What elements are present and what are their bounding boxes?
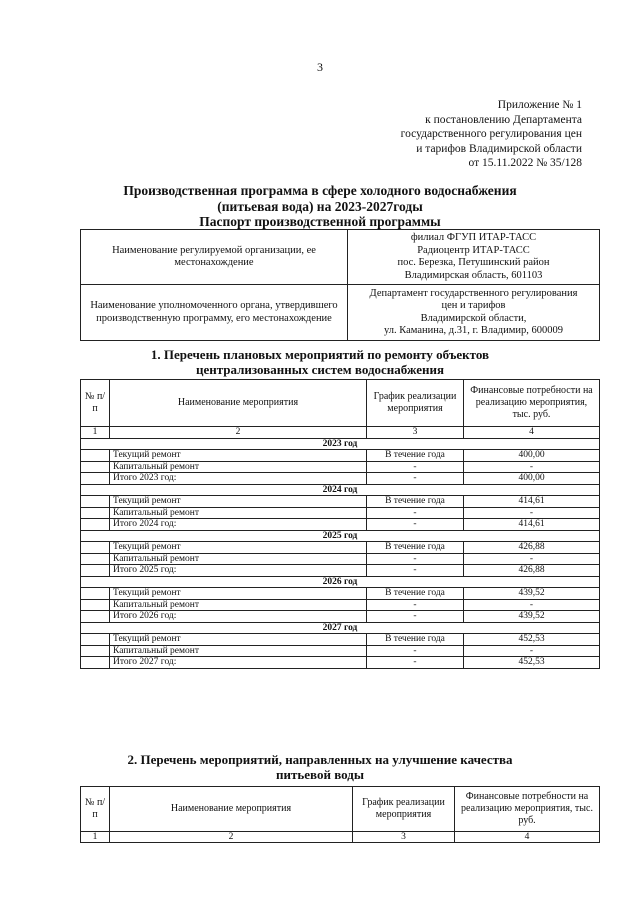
table-row [81,611,600,623]
appendix-block [401,98,582,171]
row-number-cell [81,634,110,646]
value-line: цен и тарифов [441,300,506,311]
table-row [81,588,600,600]
row-number-cell [81,645,110,657]
table-row [81,542,600,554]
quality-table [80,786,600,843]
col-header: Финансовые потребности на реализацию мероприятия, тыс. руб. [464,380,600,427]
schedule-cell: - [367,507,464,519]
schedule-cell: В течение года [367,496,464,508]
row-number-cell [81,542,110,554]
activity-name: Итого 2026 год: [110,611,367,623]
table-row [81,461,600,473]
row-number-cell [81,611,110,623]
amount-cell: 426,88 [464,565,600,577]
amount-cell: 400,00 [464,450,600,462]
table-row [81,553,600,565]
schedule-cell: В течение года [367,588,464,600]
amount-cell: 439,52 [464,588,600,600]
activity-name: Итого 2025 год: [110,565,367,577]
table-row [81,496,600,508]
amount-cell: 400,00 [464,473,600,485]
table-row [81,519,600,531]
schedule-cell: - [367,645,464,657]
col-number: 3 [367,427,464,439]
activity-name: Итого 2027 год: [110,657,367,669]
row-number-cell [81,461,110,473]
repair-table [80,379,600,669]
section-title-line: питьевой воды [276,767,364,782]
table-row [81,473,600,485]
page-number: 3 [317,60,323,74]
schedule-cell: В течение года [367,450,464,462]
amount-cell: - [464,599,600,611]
amount-cell: 426,88 [464,542,600,554]
col-header: График реализации мероприятия [353,787,455,832]
schedule-cell: - [367,461,464,473]
row-number-cell [81,599,110,611]
col-header: График реализации мероприятия [367,380,464,427]
value-line: ул. Каманина, д.31, г. Владимир, 600009 [383,325,564,336]
col-header: Наименование мероприятия [110,787,353,832]
amount-cell: - [464,507,600,519]
activity-name: Текущий ремонт [110,588,367,600]
col-number: 1 [81,832,110,843]
activity-name: Текущий ремонт [110,496,367,508]
schedule-cell: - [367,553,464,565]
col-number: 1 [81,427,110,439]
activity-name: Текущий ремонт [110,450,367,462]
value-line: Владимирская область, 601103 [404,269,543,281]
year-header: 2025 год [81,530,600,542]
col-number: 3 [353,832,455,843]
row-number-cell [81,507,110,519]
passport-label: Наименование уполномоченного органа, утвердившего производственную программу, его местонахождение [81,285,348,341]
section-title-line: централизованных систем водоснабжения [195,362,445,377]
row-number-cell [81,553,110,565]
row-number-cell [81,496,110,508]
col-header: Финансовые потребности на реализацию мероприятия, тыс. руб. [455,787,600,832]
activity-name: Текущий ремонт [110,542,367,554]
section-title-line: 2. Перечень мероприятий, направленных на улучшение качества [127,752,513,767]
section-title-line: 1. Перечень плановых мероприятий по ремонту объектов [150,347,490,362]
appendix-line: от 15.11.2022 № 35/128 [468,157,582,169]
title-line: Производственная программа в сфере холодного водоснабжения [123,183,517,198]
title-line: (питьевая вода) на 2023-2027годы [217,198,423,214]
activity-name: Капитальный ремонт [110,461,367,473]
appendix-line: и тарифов Владимирской области [416,142,582,155]
appendix-line: государственного регулирования цен [400,128,582,140]
table-row [81,450,600,462]
schedule-cell: В течение года [367,634,464,646]
amount-cell: - [464,461,600,473]
table-row [81,645,600,657]
value-line: Департамент государственного регулирования [369,287,578,299]
appendix-line: к постановлению Департамента [425,113,582,126]
schedule-cell: - [367,519,464,531]
section1-title [0,347,640,377]
row-number-cell [81,473,110,485]
schedule-cell: В течение года [367,542,464,554]
document-title [0,183,640,230]
value-line: пос. Березка, Петушинский район [397,257,550,268]
row-number-cell [81,450,110,462]
row-number-cell [81,519,110,531]
amount-cell: 452,53 [464,634,600,646]
year-header: 2027 год [81,622,600,634]
table-row [81,634,600,646]
table-row [81,507,600,519]
appendix-line: Приложение № 1 [497,99,582,111]
activity-name: Капитальный ремонт [110,553,367,565]
activity-name: Капитальный ремонт [110,507,367,519]
col-number: 4 [464,427,600,439]
passport-value [348,230,600,285]
passport-value [348,285,600,341]
activity-name: Итого 2024 год: [110,519,367,531]
row-number-cell [81,657,110,669]
activity-name: Текущий ремонт [110,634,367,646]
passport-title: Паспорт производственной программы [199,214,441,229]
value-line: филиал ФГУП ИТАР-ТАСС [410,232,537,243]
col-header: № п/п [81,380,110,427]
activity-name: Капитальный ремонт [110,645,367,657]
section2-title [0,752,640,782]
passport-label: Наименование регулируемой организации, ее местонахождение [81,230,348,285]
activity-name: Итого 2023 год: [110,473,367,485]
col-number: 2 [110,832,353,843]
schedule-cell: - [367,611,464,623]
passport-table [80,229,600,341]
col-header: № п/п [81,787,110,832]
amount-cell: 414,61 [464,519,600,531]
year-header: 2023 год [81,438,600,450]
amount-cell: - [464,645,600,657]
value-line: Владимирской области, [420,312,527,324]
col-header: Наименование мероприятия [110,380,367,427]
schedule-cell: - [367,599,464,611]
schedule-cell: - [367,565,464,577]
amount-cell: 439,52 [464,611,600,623]
row-number-cell [81,565,110,577]
year-header: 2024 год [81,484,600,496]
table-row [81,657,600,669]
table-row [81,565,600,577]
col-number: 2 [110,427,367,439]
activity-name: Капитальный ремонт [110,599,367,611]
table-row [81,599,600,611]
row-number-cell [81,588,110,600]
amount-cell: 452,53 [464,657,600,669]
year-header: 2026 год [81,576,600,588]
amount-cell: 414,61 [464,496,600,508]
schedule-cell: - [367,473,464,485]
col-number: 4 [455,832,600,843]
value-line: Радиоцентр ИТАР-ТАСС [417,244,530,256]
amount-cell: - [464,553,600,565]
schedule-cell: - [367,657,464,669]
